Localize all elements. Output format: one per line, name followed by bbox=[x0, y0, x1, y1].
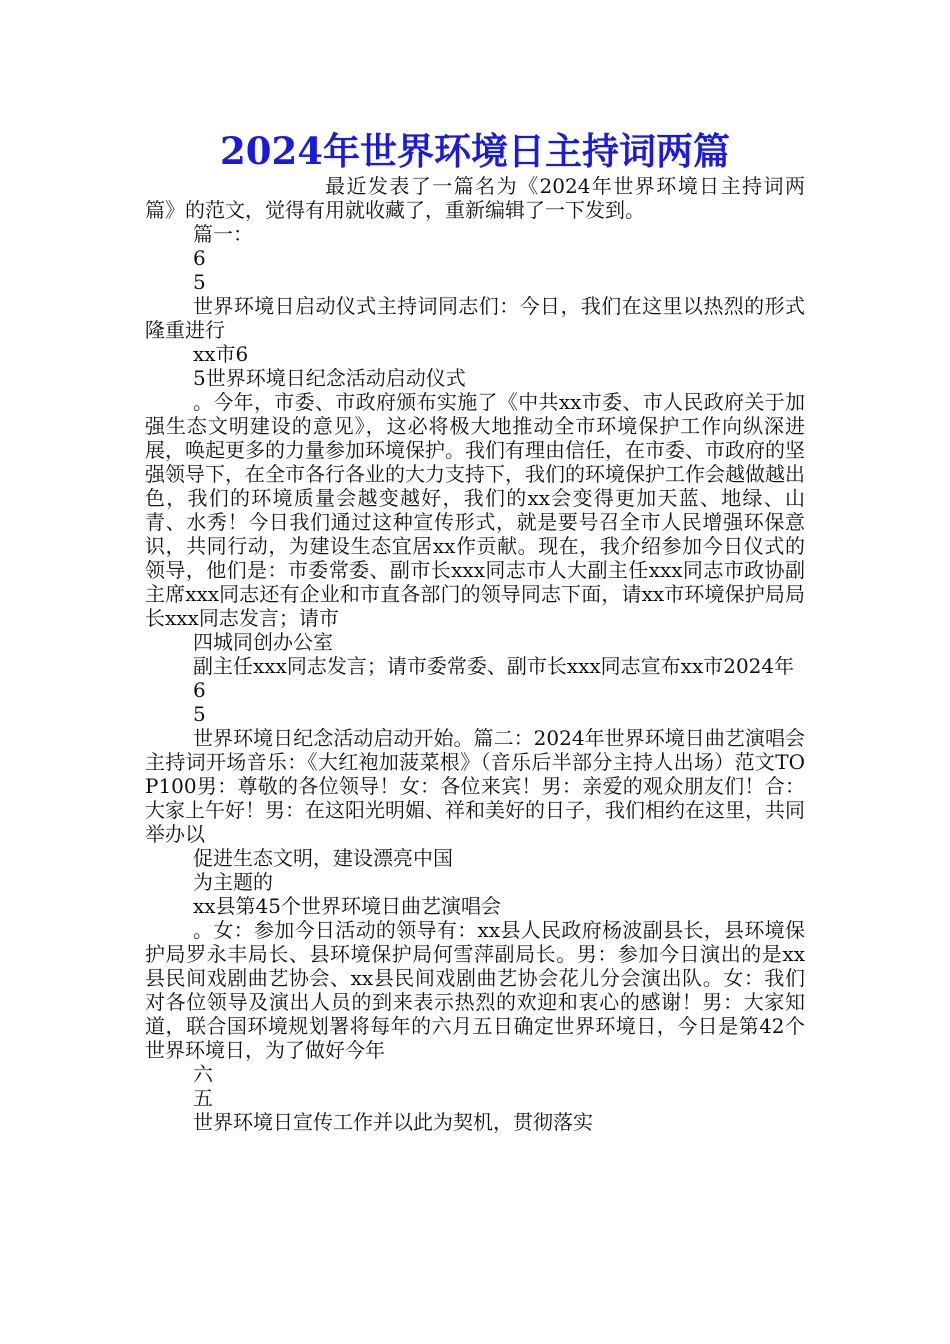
paragraph-line: xx市6 bbox=[193, 342, 249, 366]
paragraph: 世界环境日纪念活动启动开始。篇二：2024年世界环境日曲艺演唱会主持词开场音乐：《大红袍加菠菜根》（音乐后半部分主持人出场）范文TOP100男：尊敬的各位领导！女：各位来宾！男：亲爱的观众朋友们！合：大家上午好！男：在这阳光明媚、祥和美好的日子，我们相约在这里，共同举办以 bbox=[145, 726, 805, 846]
paragraph: 世界环境日启动仪式主持词同志们：今日，我们在这里以热烈的形式隆重进行 bbox=[145, 294, 805, 342]
paragraph-line: 为主题的 bbox=[193, 870, 273, 894]
paragraph-line: 五 bbox=[193, 1086, 213, 1110]
paragraph-line: 5 bbox=[193, 270, 206, 294]
section-heading-one: 篇一： bbox=[193, 222, 253, 246]
paragraph-line: 四城同创办公室 bbox=[193, 630, 333, 654]
paragraph: 副主任xxx同志发言；请市委常委、副市长xxx同志宣布xx市2024年 bbox=[193, 654, 795, 678]
paragraph-line: 5世界环境日纪念活动启动仪式 bbox=[193, 366, 466, 390]
paragraph-line: 世界环境日宣传工作并以此为契机，贯彻落实 bbox=[193, 1110, 593, 1134]
paragraph-line: 六 bbox=[193, 1062, 213, 1086]
paragraph: 。女：参加今日活动的领导有：xx县人民政府杨波副县长，县环境保护局罗永丰局长、县环境保护局何雪萍副局长。男：参加今日演出的是xx县民间戏剧曲艺协会、xx县民间戏剧曲艺协会花儿分会演出队。女：我们对各位领导及演出人员的到来表示热烈的欢迎和衷心的感谢！男：大家知道，联合国环境规划署将每年的六月五日确定世界环境日，今日是第42个世界环境日，为了做好今年 bbox=[145, 918, 805, 1062]
paragraph-line: xx县第45个世界环境日曲艺演唱会 bbox=[193, 894, 502, 918]
document-body bbox=[145, 128, 805, 1134]
document-title: 2024年世界环境日主持词两篇 bbox=[220, 129, 730, 173]
paragraph: 。今年，市委、市政府颁布实施了《中共xx市委、市人民政府关于加强生态文明建设的意见》，这必将极大地推动全市环境保护工作向纵深进展，唤起更多的力量参加环境保护。我们有理由信任，在市委、市政府的坚强领导下，在全市各行各业的大力支持下，我们的环境保护工作会越做越出色，我们的环境质量会越变越好，我们的xx会变得更加天蓝、地绿、山青、水秀！今日我们通过这种宣传形式，就是要号召全市人民增强环保意识，共同行动，为建设生态宜居xx作贡献。现在，我介绍参加今日仪式的领导，他们是：市委常委、副市长xxx同志市人大副主任xxx同志市政协副主席xxx同志还有企业和市直各部门的领导同志下面，请xx市环境保护局局长xxx同志发言；请市 bbox=[145, 390, 805, 630]
paragraph-line: 5 bbox=[193, 702, 206, 726]
intro-paragraph: 最近发表了一篇名为《2024年世界环境日主持词两篇》的范文，觉得有用就收藏了，重新编辑了一下发到。 bbox=[145, 174, 805, 222]
paragraph-line: 6 bbox=[193, 246, 206, 270]
paragraph-line: 促进生态文明，建设漂亮中国 bbox=[193, 846, 453, 870]
paragraph-line: 6 bbox=[193, 678, 206, 702]
